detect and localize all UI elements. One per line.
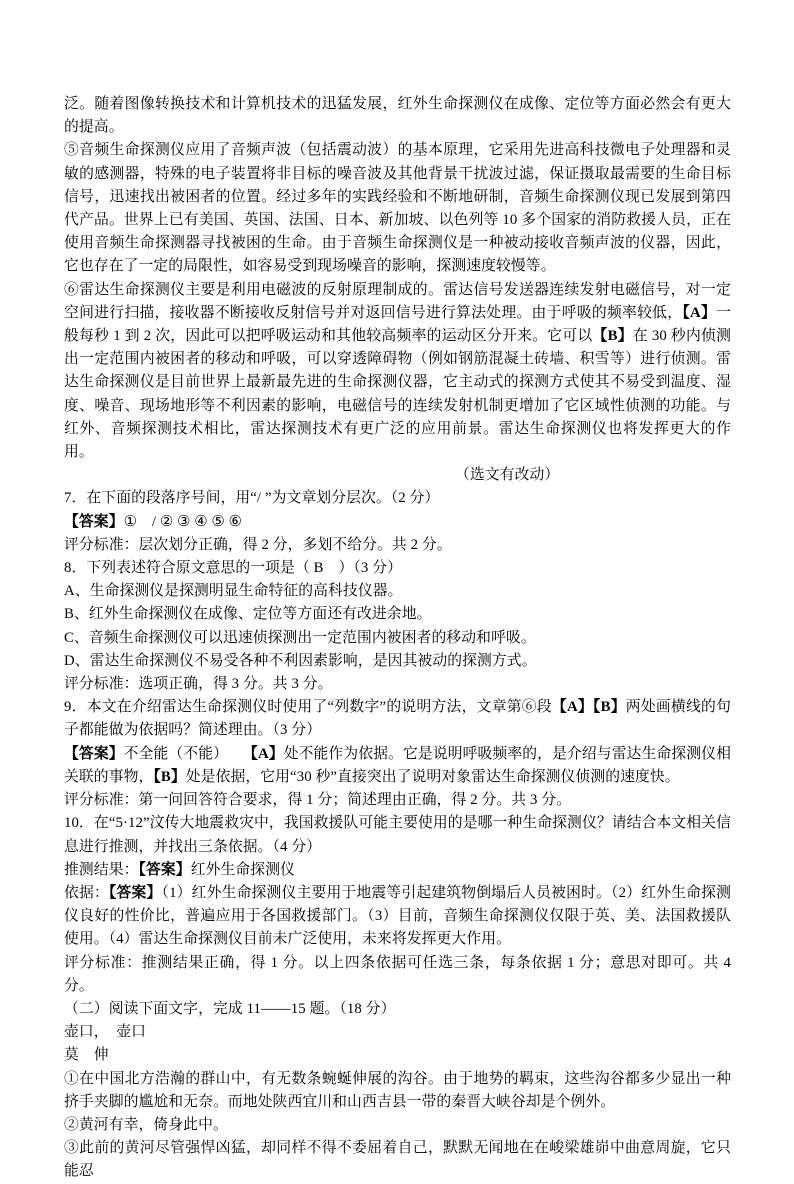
question-8-option-c	[64, 627, 731, 650]
paragraph-continued-infrared	[64, 93, 731, 139]
text-run: ③此前的黄河尽管强悍凶猛，却同样不得不委屈着自己，默默无闻地在在峻梁雄峁中曲意周旋，它只能忍	[64, 1140, 731, 1180]
text-run: 10．在“5·12”汶传大地震救灾中，我国救援队可能主要使用的是哪一种生命探测仪？请结合本文相关信息进行推测，并找出三条依据。（4 分）	[64, 815, 731, 855]
question-10	[64, 812, 731, 858]
scoring-standard-9	[64, 789, 731, 812]
text-run: 评分标准：层次划分正确，得 2 分，多划不给分。共 2 分。	[64, 536, 452, 553]
text-run: 8．下列表述符合原文意思的一项是（ B ）（3 分）	[64, 560, 403, 577]
paragraph-5-audio-detector	[64, 139, 731, 278]
question-7	[64, 487, 731, 510]
reading-2-title	[64, 1021, 731, 1044]
bold-text-run: 【B】	[153, 768, 186, 785]
section-2-heading	[64, 998, 731, 1021]
bold-text-run: 【B】	[592, 328, 633, 345]
text-run: D、雷达生命探测仪不易受各种不利因素影响，是因其被动的探测方式。	[64, 652, 537, 669]
bold-text-run: 【答案】	[64, 513, 124, 530]
document-body	[64, 93, 731, 1184]
text-run: ① / ② ③ ④ ⑤ ⑥	[123, 513, 242, 530]
text-run: 在 30 秒内侦测出一定范围内被困者的移动和呼吸，可以穿透障碍物（例如钢筋混凝土砖墙、积雪等）进行侦测。雷达生命探测仪是目前世界上最新最先进的生命探测仪器，它主动式的探测方式使其不易受到温度、湿度、噪音、现场地形等不利因素的影响，电磁信号的连续发射机制更增加了它区域性侦测的功能。与红外、音频探测技术相比，雷达探测技术有更广泛的应用前景。雷达生命探测仪也将发挥更大的作用。	[64, 328, 731, 461]
bold-text-run: 【A】	[250, 745, 284, 762]
answer-10-result	[64, 859, 731, 882]
text-run: 处不能作为依据。它是说明呼吸频率的，是介绍与雷达生命探测仪相关联的事物，	[64, 745, 731, 785]
scoring-standard-8	[64, 673, 731, 696]
bold-text-run: 【A】【B】	[551, 699, 626, 716]
text-run: A、生命探测仪是探测明显生命特征的高科技仪器。	[64, 583, 403, 600]
answer-10-basis	[64, 882, 731, 952]
text-run: 依据：	[64, 884, 109, 901]
bold-text-run: 【答案】	[64, 745, 124, 762]
answer-9	[64, 743, 731, 789]
text-run: 评分标准：第一问回答符合要求，得 1 分；简述理由正确，得 2 分。共 3 分。	[64, 792, 572, 809]
text-run: 红外生命探测仪	[190, 861, 295, 878]
text-run: 评分标准：推测结果正确，得 1 分。以上四条依据可任选三条，每条依据 1 分；意思对即可。共 4 分。	[64, 954, 731, 994]
text-run: ②黄河有幸，倚身此中。	[64, 1116, 228, 1133]
text-run: 推测结果：	[64, 861, 139, 878]
paragraph-6-radar-detector	[64, 279, 731, 465]
text-run: 7．在下面的段落序号间，用“/ ”为文章划分层次。（2 分）	[64, 490, 440, 507]
text-run: 处是依据，它用“30 秒”直接突出了说明对象雷达生命探测仪侦测的速度快。	[185, 768, 680, 785]
bold-text-run: 【答案】	[138, 861, 191, 878]
reading-2-paragraph-1	[64, 1068, 731, 1114]
reading-2-author	[64, 1044, 731, 1067]
source-note	[64, 464, 731, 487]
question-9	[64, 696, 731, 742]
text-run: 壶口， 壶口	[64, 1024, 146, 1041]
text-run: 评分标准：选项正确，得 3 分。共 3 分。	[64, 676, 333, 693]
bold-text-run: 【A】	[682, 304, 717, 321]
text-run: （二）阅读下面文字，完成 11——15 题。（18 分）	[64, 1000, 396, 1017]
question-8-option-d	[64, 650, 731, 673]
reading-2-paragraph-3	[64, 1137, 731, 1183]
text-run: ①在中国北方浩瀚的群山中，有无数条蜿蜒伸展的沟谷。由于地势的羁束，这些沟谷都多少显出一种挤手夹脚的尴尬和无奈。而地处陕西宜川和山西吉县一带的秦晋大峡谷却是个例外。	[64, 1070, 731, 1110]
text-run: （选文有改动）	[455, 467, 560, 484]
text-run: （1）红外生命探测仪主要用于地震等引起建筑物倒塌后人员被困时。（2）红外生命探测仪良好的性价比，普遍应用于各国救援部门。（3）目前，音频生命探测仪仅限于英、美、法国救援队使用。（4）雷达生命探测仪目前未广泛使用，未来将发挥更大作用。	[64, 884, 731, 948]
question-8-option-b	[64, 603, 731, 626]
text-run: ⑥雷达生命探测仪主要是利用电磁波的反射原理制成的。雷达信号发送器连续发射电磁信号，对一定空间进行扫描，接收器不断接收反射信号并对返回信号进行算法处理。由于呼吸的频率较低，	[64, 281, 731, 321]
text-run: B、红外生命探测仪在成像、定位等方面还有改进余地。	[64, 606, 432, 623]
text-run: C、音频生命探测仪可以迅速侦探测出一定范围内被困者的移动和呼吸。	[64, 629, 536, 646]
bold-text-run: 【答案】	[108, 884, 162, 901]
scoring-standard-7	[64, 534, 731, 557]
reading-2-paragraph-2	[64, 1114, 731, 1137]
question-8	[64, 557, 731, 580]
text-run: 莫 伸	[64, 1047, 109, 1064]
text-run: 不全能（不能）	[123, 745, 251, 762]
text-run: ⑤音频生命探测仪应用了音频声波（包括震动波）的基本原理，它采用先进高科技微电子处理器和灵敏的感测器，特殊的电子装置将非目标的噪音波及其他背景干扰波过滤，保证摄取最需要的生命目标信号，迅速找出被困者的位置。经过多年的实践经验和不断地研制，音频生命探测仪现已发展到第四代产品。世界上已有美国、英国、法国、日本、新加坡、以色列等 10 多个国家的消防救援人员，正在使用音频生命探测器寻找被困的生命。由于音频生命探测仪是一种被动接收音频声波的仪器，因此，它也存在了一定的局限性，如容易受到现场噪音的影响，探测速度较慢等。	[64, 142, 731, 275]
text-run: 9．本文在介绍雷达生命探测仪时使用了“列数字”的说明方法，文章第⑥段	[64, 699, 552, 716]
answer-7	[64, 511, 731, 534]
scoring-standard-10	[64, 952, 731, 998]
text-run: 泛。随着图像转换技术和计算机技术的迅猛发展，红外生命探测仪在成像、定位等方面必然会有更大的提高。	[64, 96, 731, 136]
text-run: 一般每秒 1 到 2 次，因此可以把呼吸运动和其他较高频率的运动区分开来。它可以	[64, 304, 731, 345]
text-run: 两处画横线的句子都能做为依据吗？简述理由。（3 分）	[64, 699, 731, 739]
question-8-option-a	[64, 580, 731, 603]
